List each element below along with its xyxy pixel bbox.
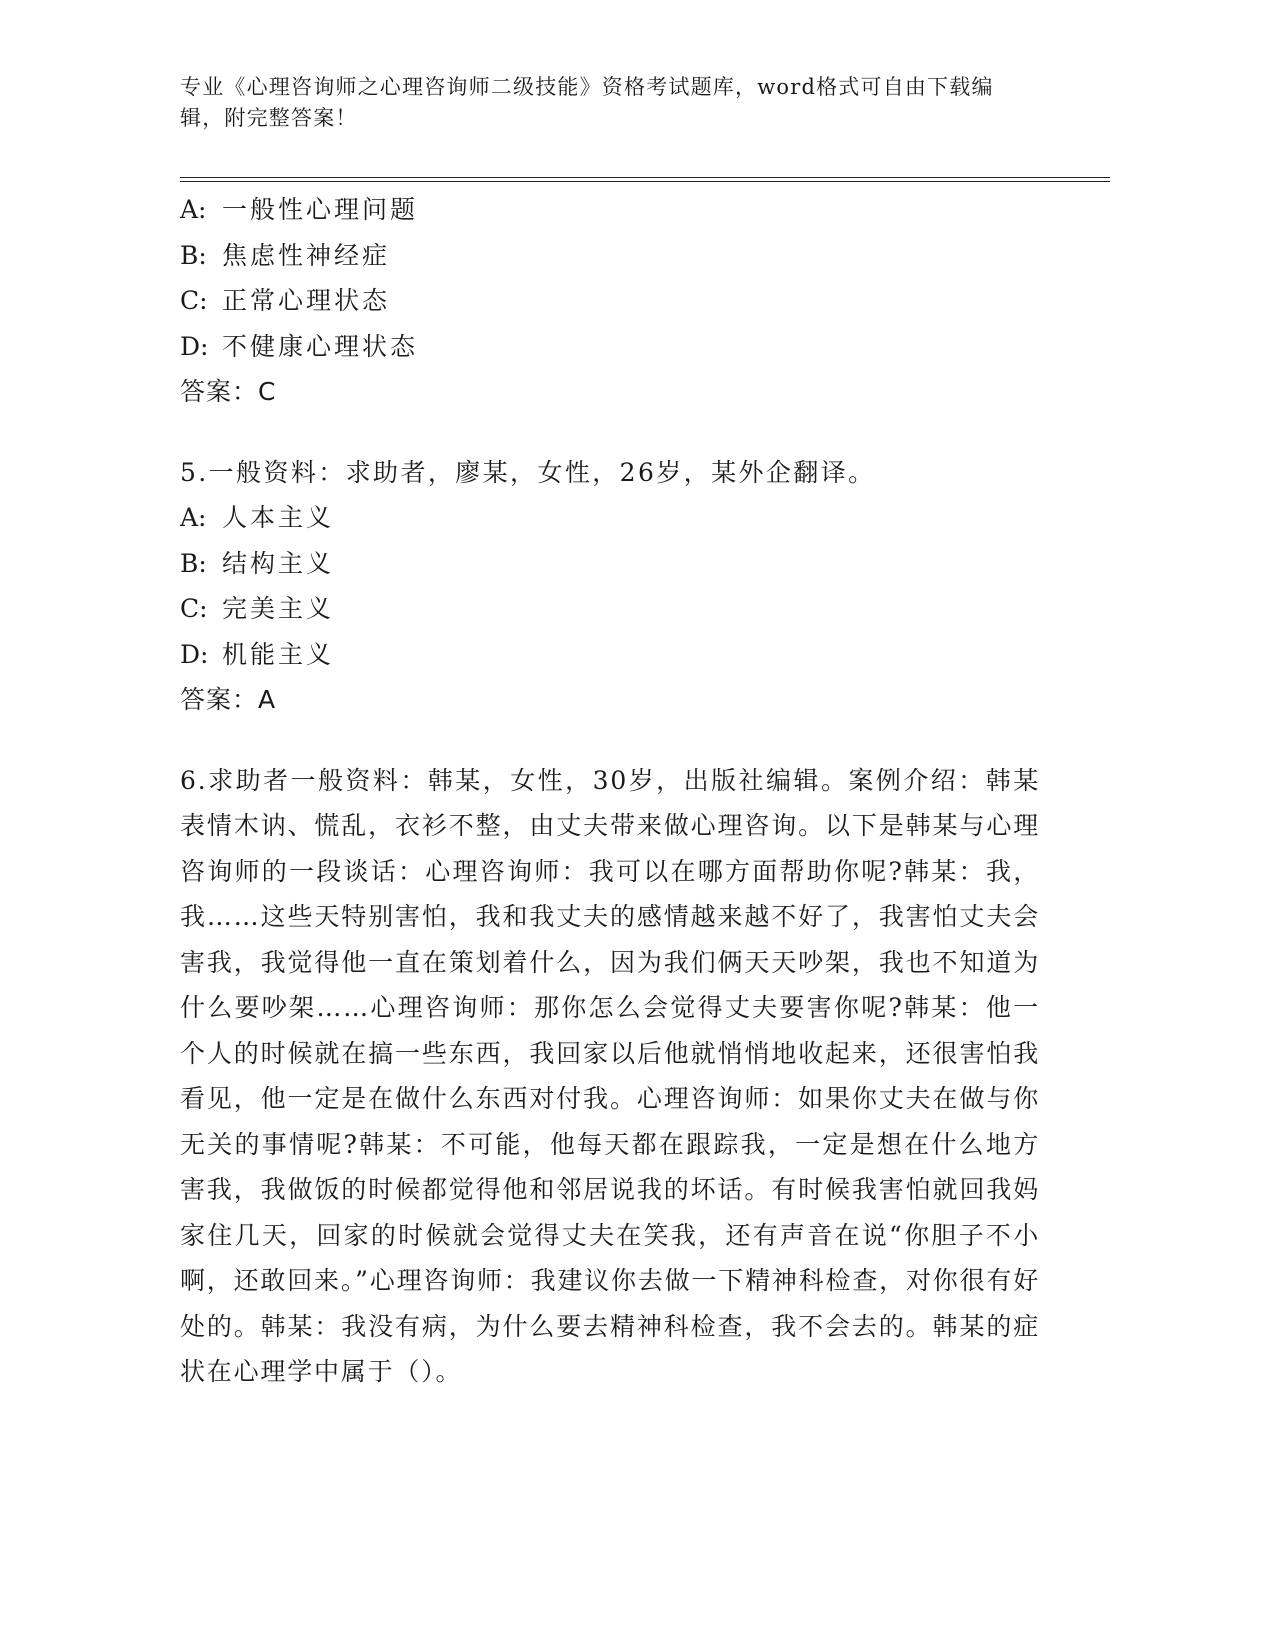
option-letter: A: <box>180 195 207 224</box>
option-letter: B: <box>180 548 207 578</box>
spacer <box>180 415 1040 450</box>
answer-line: 答案：A <box>180 685 277 714</box>
option-text: 正常心理状态 <box>222 286 391 315</box>
option-d <box>180 324 1040 370</box>
option-text: 一般性心理问题 <box>222 195 419 224</box>
option-text: 机能主义 <box>222 639 335 669</box>
question-5 <box>180 450 1040 723</box>
option-text: 完美主义 <box>222 594 335 623</box>
question-6 <box>180 758 1040 1395</box>
option-d <box>180 632 1040 678</box>
option-letter: D: <box>180 331 209 361</box>
answer-line: 答案：C <box>180 377 277 406</box>
option-letter: C: <box>180 286 208 315</box>
option-text: 不健康心理状态 <box>222 331 419 361</box>
document-header: 专业《心理咨询师之心理咨询师二级技能》资格考试题库，word格式可自由下载编辑，附完整答案！ <box>180 75 994 130</box>
option-letter: B: <box>180 240 207 270</box>
option-text: 人本主义 <box>222 503 335 532</box>
option-b <box>180 233 1040 279</box>
question-stem: 6.求助者一般资料：韩某，女性，30岁，出版社编辑。案例介绍：韩某表情木讷、慌乱，衣衫不整，由丈夫带来做心理咨询。以下是韩某与心理咨询师的一段谈话：心理咨询师：我可以在哪方面帮助你呢?韩某：我，我……这些天特别害怕，我和我丈夫的感情越来越不好了，我害怕丈夫会害我，我觉得他一直在策划着什么，因为我们俩天天吵架，我也不知道为什么要吵架……心理咨询师：那你怎么会觉得丈夫要害你呢?韩某：他一个人的时候就在搞一些东西，我回家以后他就悄悄地收起来，还很害怕我看见，他一定是在做什么东西对付我。心理咨询师：如果你丈夫在做与你无关的事情呢?韩某：不可能，他每天都在跟踪我，一定是想在什么地方害我，我做饭的时候都觉得他和邻居说我的坏话。有时候我害怕就回我妈家住几天，回家的时候就会觉得丈夫在笑我，还有声音在说“你胆子不小啊，还敢回来。”心理咨询师：我建议你去做一下精神科检查，对你很有好处的。韩某：我没有病，为什么要去精神科检查，我不会去的。韩某的症状在心理学中属于（）。 <box>180 765 1040 1386</box>
option-c <box>180 586 1040 632</box>
question-4-options <box>180 187 1040 415</box>
header-double-rule <box>180 177 1110 182</box>
question-content <box>180 187 1040 1395</box>
option-b <box>180 541 1040 587</box>
option-a <box>180 187 1040 233</box>
question-stem: 5.一般资料：求助者，廖某，女性，26岁，某外企翻译。 <box>180 457 876 487</box>
option-text: 结构主义 <box>222 548 335 578</box>
spacer <box>180 723 1040 758</box>
option-letter: A: <box>180 503 207 532</box>
option-letter: D: <box>180 639 209 669</box>
option-a <box>180 495 1040 541</box>
option-c <box>180 278 1040 324</box>
option-text: 焦虑性神经症 <box>222 240 391 270</box>
option-letter: C: <box>180 594 208 623</box>
